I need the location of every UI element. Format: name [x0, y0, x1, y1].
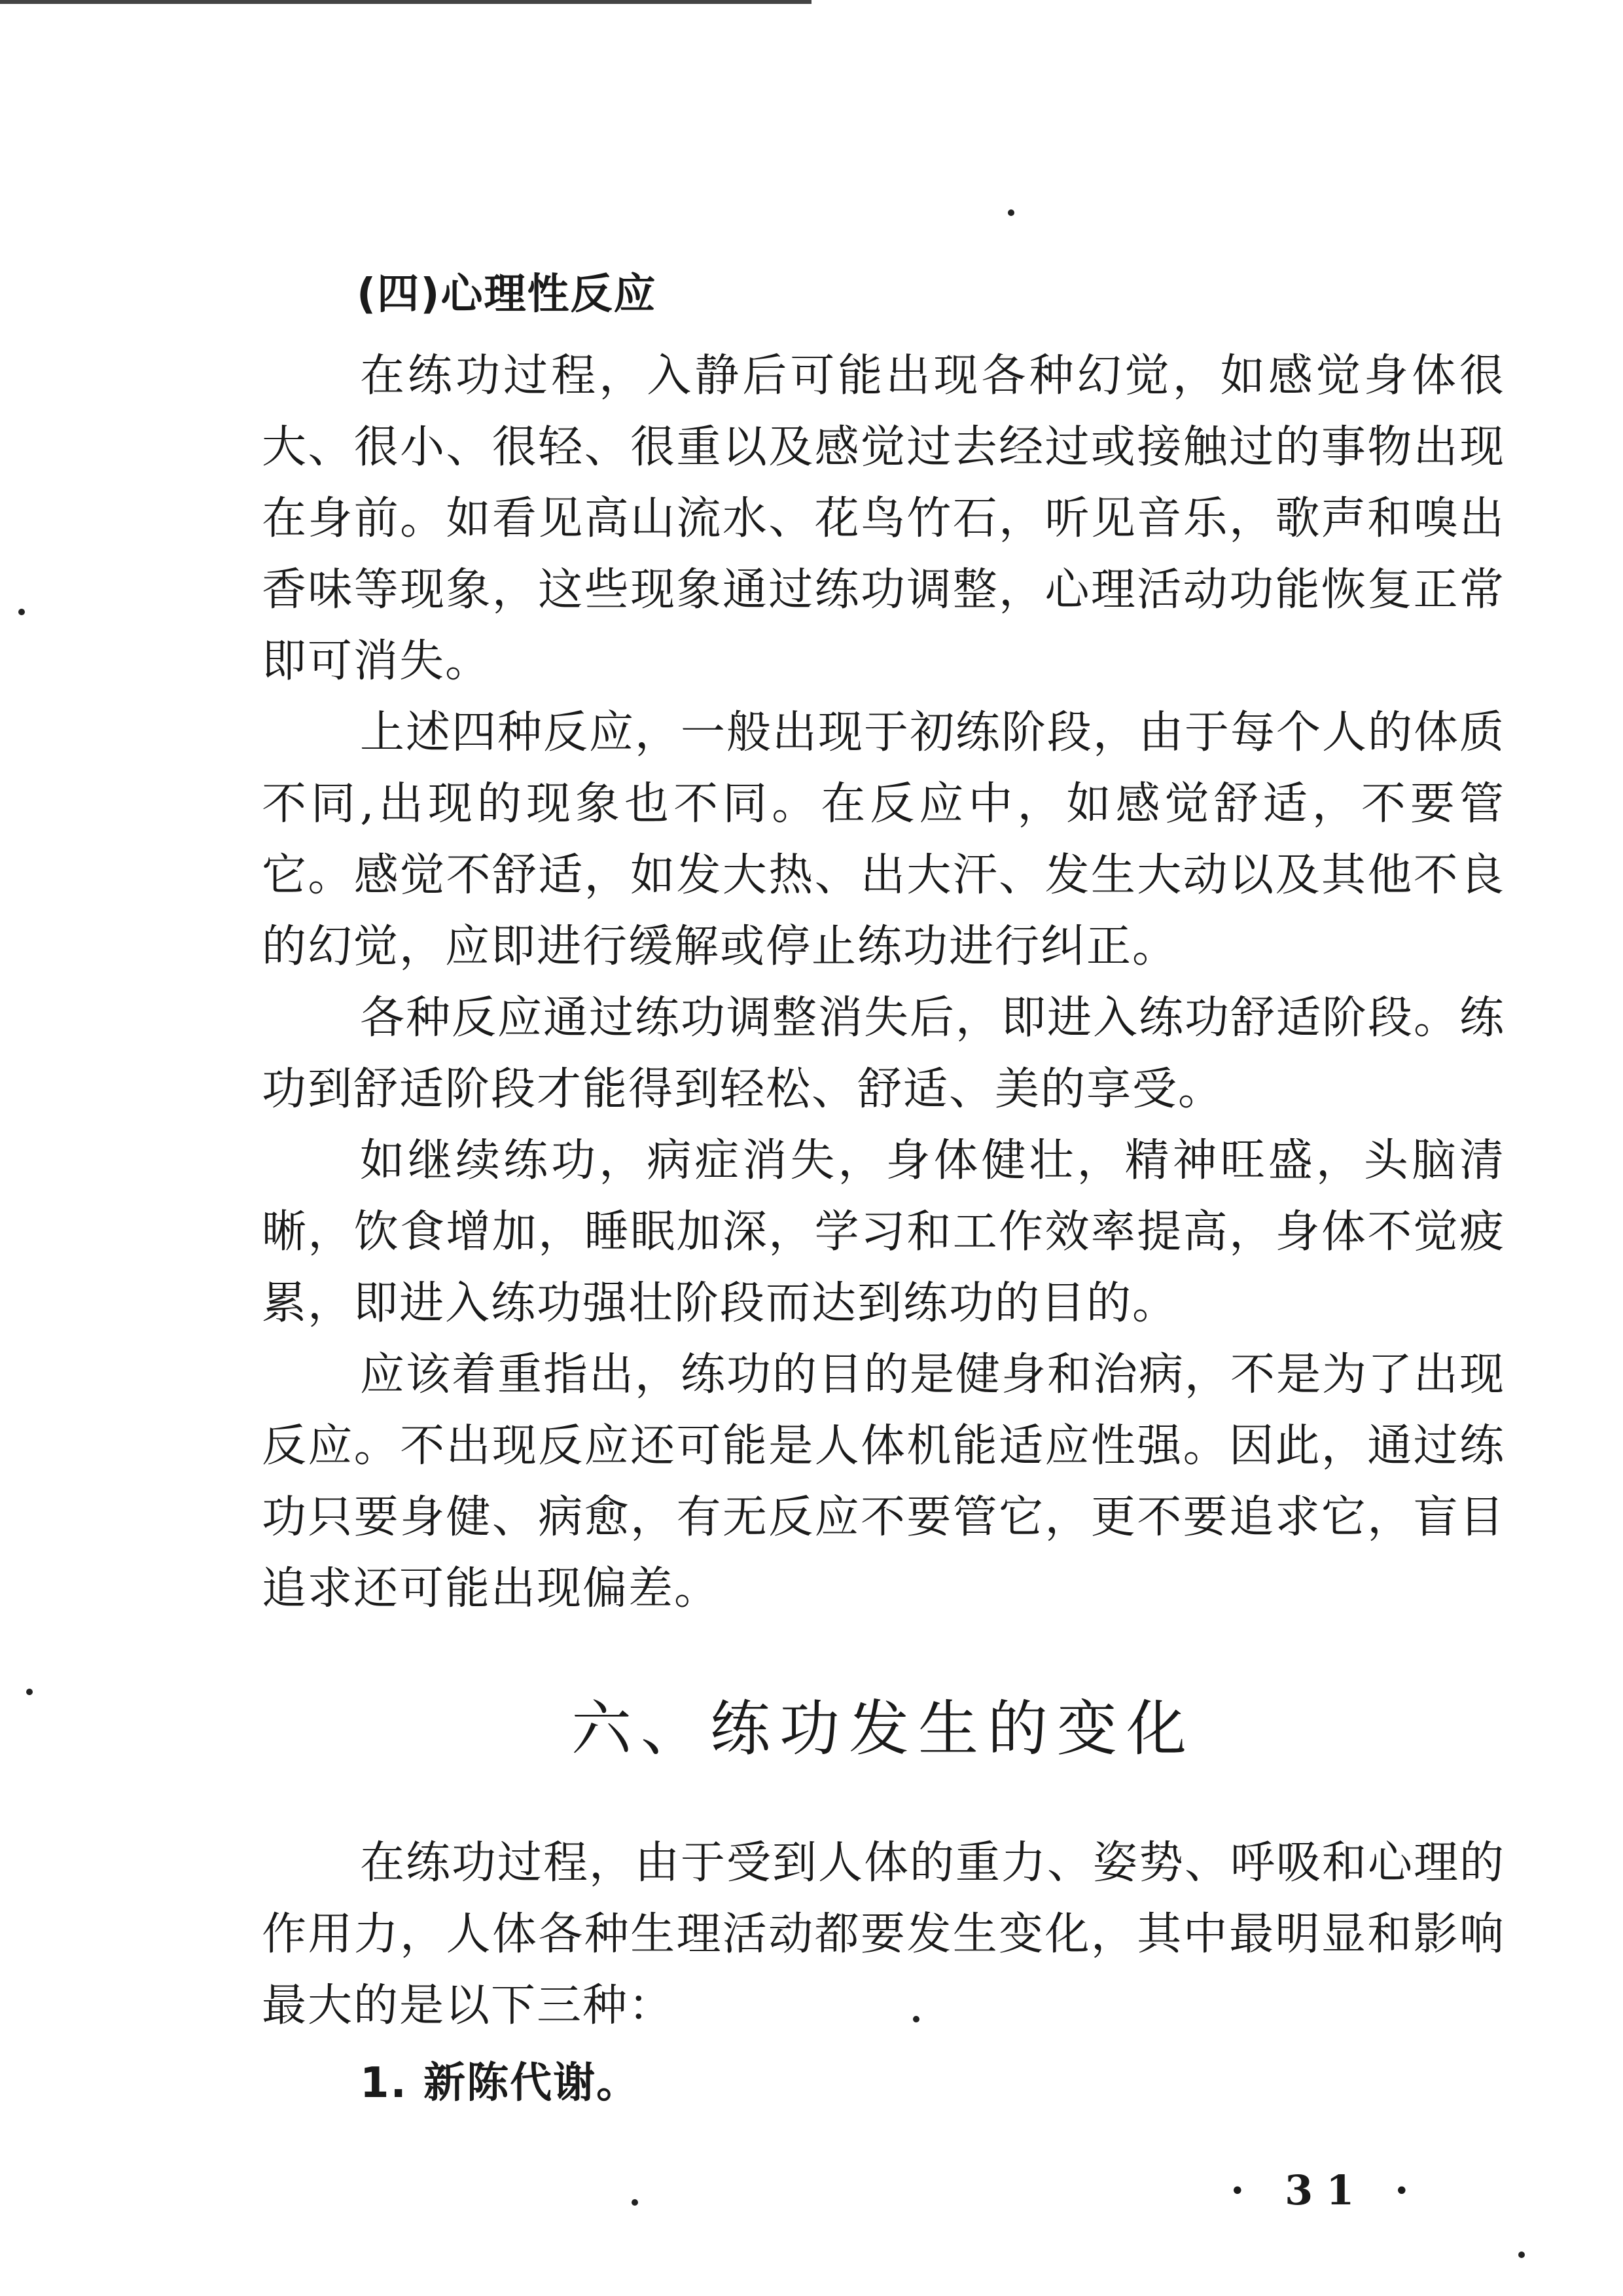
paragraph: 上述四种反应，一般出现于初练阶段，由于每个人的体质不同,出现的现象也不同。在反应中，如感觉舒适，不要管它。感觉不舒适，如发大热、出大汗、发生大动以及其他不良的幻觉，应即进行缓解或停止练功进行纠正。	[262, 707, 1506, 973]
paragraph: 在练功过程，由于受到人体的重力、姿势、呼吸和心理的作用力，人体各种生理活动都要发生变化，其中最明显和影响最大的是以下三种：	[262, 1837, 1506, 2032]
paragraph: 如继续练功，病症消失，身体健壮，精神旺盛，头脑清晰，饮食增加，睡眠加深，学习和工作效率提高，身体不觉疲累，即进入练功强壮阶段而达到练功的目的。	[262, 1135, 1505, 1329]
scan-speck	[1518, 2251, 1525, 2258]
page-number: · 31 ·	[1230, 2166, 1422, 2214]
list-item: 1. 新陈代谢。	[360, 2059, 640, 2108]
scan-speck	[18, 609, 25, 615]
section-heading: 六、练功发生的变化	[571, 1694, 1196, 1764]
scan-speck	[632, 2199, 638, 2206]
paragraph: 在练功过程，入静后可能出现各种幻觉，如感觉身体很大、很小、很轻、很重以及感觉过去经过或接触过的事物出现在身前。如看见高山流水、花鸟竹石，听见音乐，歌声和嗅出香味等现象，这些现象通过练功调整，心理活动功能恢复正常即可消失。	[262, 350, 1505, 687]
paragraph: 应该着重指出，练功的目的是健身和治病，不是为了出现反应。不出现反应还可能是人体机能适应性强。因此，通过练功只要身健、病愈，有无反应不要管它，更不要追求它，盲目追求还可能出现偏差。	[262, 1349, 1506, 1615]
top-border-rule	[0, 0, 812, 4]
paragraph: 各种反应通过练功调整消失后，即进入练功舒适阶段。练功到舒适阶段才能得到轻松、舒适、美的享受。	[262, 992, 1506, 1115]
subsection-heading: (四)心理性反应	[357, 270, 657, 319]
scan-speck	[913, 2016, 919, 2022]
scan-speck	[1008, 209, 1014, 216]
document-page	[262, 262, 1505, 2119]
scan-speck	[26, 1689, 33, 1695]
